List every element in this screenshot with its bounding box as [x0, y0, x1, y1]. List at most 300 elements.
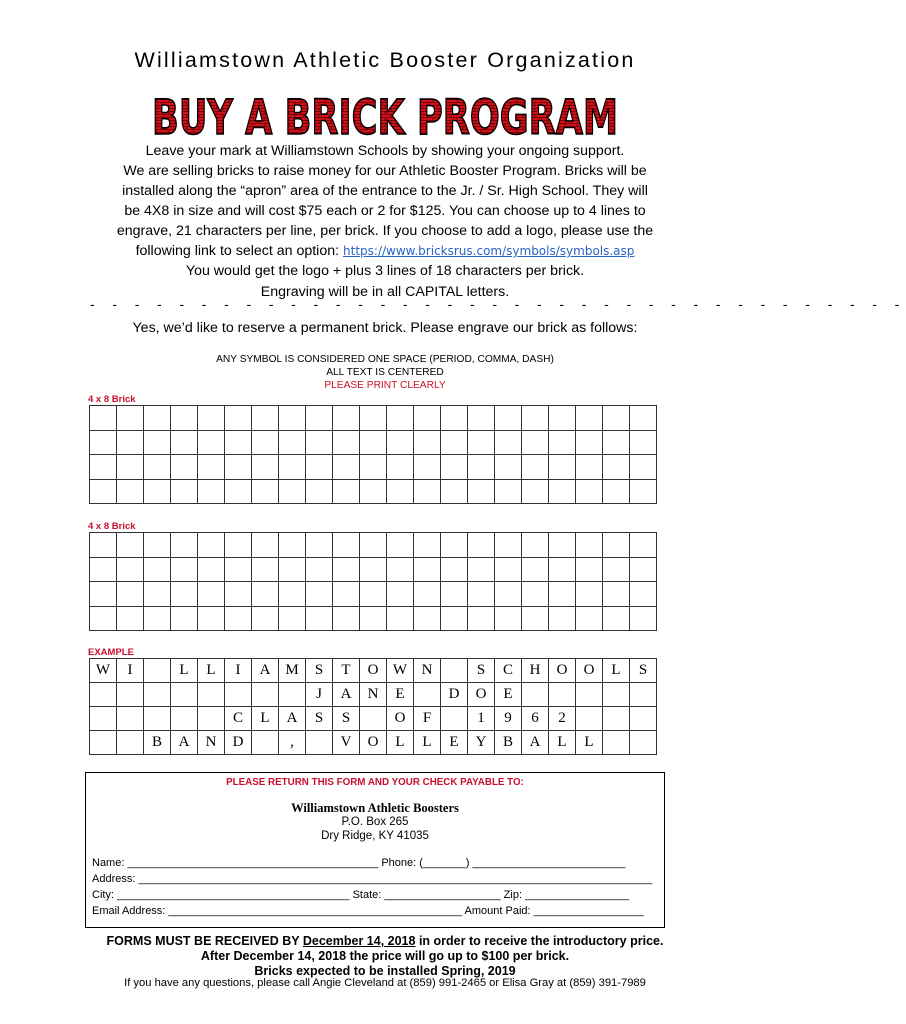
letter-cell[interactable]	[576, 406, 603, 431]
example-cell: L	[171, 659, 198, 683]
letter-cell[interactable]	[522, 479, 549, 504]
example-cell: L	[198, 659, 225, 683]
letter-cell[interactable]	[90, 479, 117, 504]
payee-name: Williamstown Athletic Boosters	[291, 801, 459, 815]
example-cell: B	[144, 731, 171, 755]
grid-row	[90, 606, 657, 631]
letter-cell[interactable]	[360, 455, 387, 480]
letter-cell[interactable]	[468, 582, 495, 607]
letter-cell[interactable]	[630, 430, 657, 455]
letter-cell[interactable]	[225, 582, 252, 607]
org-title: Williamstown Athletic Booster Organization	[134, 48, 636, 72]
example-cell	[252, 731, 279, 755]
example-cell: ,	[279, 731, 306, 755]
letter-cell[interactable]	[117, 606, 144, 631]
intro-line-7: You would get the logo + plus 3 lines of 18 characters per brick.	[185, 263, 585, 279]
example-cell: L	[252, 707, 279, 731]
letter-cell[interactable]	[360, 582, 387, 607]
letter-cell[interactable]	[387, 582, 414, 607]
centered-note: ALL TEXT IS CENTERED	[326, 367, 444, 378]
example-cell	[630, 683, 657, 707]
example-cell	[90, 683, 117, 707]
letter-cell[interactable]	[522, 582, 549, 607]
letter-cell[interactable]	[441, 479, 468, 504]
example-cell: O	[387, 707, 414, 731]
letter-cell[interactable]	[144, 479, 171, 504]
letter-cell[interactable]	[144, 557, 171, 582]
example-cell: O	[468, 683, 495, 707]
example-cell: S	[630, 659, 657, 683]
letter-cell[interactable]	[549, 406, 576, 431]
letter-cell[interactable]	[279, 430, 306, 455]
example-cell	[144, 659, 171, 683]
example-cell: 2	[549, 707, 576, 731]
letter-cell[interactable]	[171, 455, 198, 480]
example-cell: N	[198, 731, 225, 755]
letter-cell[interactable]	[630, 557, 657, 582]
example-label: EXAMPLE	[88, 647, 134, 658]
example-cell: 9	[495, 707, 522, 731]
example-cell: A	[171, 731, 198, 755]
example-cell: 6	[522, 707, 549, 731]
letter-cell[interactable]	[225, 557, 252, 582]
example-cell: L	[603, 659, 630, 683]
deadline-date: December 14, 2018	[302, 934, 416, 948]
letter-cell[interactable]	[414, 479, 441, 504]
example-row	[90, 659, 657, 683]
letter-cell[interactable]	[495, 533, 522, 558]
grid-row	[90, 430, 657, 455]
letter-cell[interactable]	[522, 606, 549, 631]
letter-cell[interactable]	[576, 533, 603, 558]
letter-cell[interactable]	[252, 406, 279, 431]
example-cell: E	[441, 731, 468, 755]
brick2-grid[interactable]	[89, 532, 657, 631]
letter-cell[interactable]	[387, 606, 414, 631]
letter-cell[interactable]	[414, 533, 441, 558]
grid-row	[90, 557, 657, 582]
letter-cell[interactable]	[171, 533, 198, 558]
letter-cell[interactable]	[225, 533, 252, 558]
letter-cell[interactable]	[90, 430, 117, 455]
letter-cell[interactable]	[468, 455, 495, 480]
letter-cell[interactable]	[522, 533, 549, 558]
example-cell	[603, 707, 630, 731]
letter-cell[interactable]	[495, 582, 522, 607]
letter-cell[interactable]	[360, 557, 387, 582]
example-cell	[144, 683, 171, 707]
letter-cell[interactable]	[603, 406, 630, 431]
letter-cell[interactable]	[144, 430, 171, 455]
example-cell: S	[306, 707, 333, 731]
letter-cell[interactable]	[468, 533, 495, 558]
letter-cell[interactable]	[522, 430, 549, 455]
engraving-note: Engraving will be in all CAPITAL letters.	[260, 284, 510, 300]
letter-cell[interactable]	[522, 557, 549, 582]
example-cell: 1	[468, 707, 495, 731]
example-cell	[306, 731, 333, 755]
example-cell: A	[333, 683, 360, 707]
letter-cell[interactable]	[306, 606, 333, 631]
letter-cell[interactable]	[387, 455, 414, 480]
letter-cell[interactable]	[117, 479, 144, 504]
example-cell: N	[360, 683, 387, 707]
install-note: Bricks expected to be installed Spring, 2019	[254, 964, 516, 978]
intro-line-6	[0, 241, 770, 261]
example-cell: I	[117, 659, 144, 683]
letter-cell[interactable]	[414, 455, 441, 480]
letter-cell[interactable]	[306, 455, 333, 480]
email-amount-line[interactable]: Email Address: ________________________________________________ Amount Paid: __________________	[92, 905, 644, 917]
example-cell: M	[279, 659, 306, 683]
intro-line-2: We are selling bricks to raise money for our Athletic Booster Program. Bricks will be	[123, 163, 647, 179]
letter-cell[interactable]	[414, 582, 441, 607]
letter-cell[interactable]	[630, 479, 657, 504]
brick2-label: 4 x 8 Brick	[88, 521, 136, 532]
letter-cell[interactable]	[549, 582, 576, 607]
example-cell: S	[468, 659, 495, 683]
example-cell	[522, 683, 549, 707]
letter-cell[interactable]	[144, 406, 171, 431]
letter-cell[interactable]	[549, 479, 576, 504]
symbols-link[interactable]: https://www.bricksrus.com/symbols/symbols.asp	[343, 244, 635, 258]
letter-cell[interactable]	[333, 455, 360, 480]
example-cell: A	[522, 731, 549, 755]
letter-cell[interactable]	[252, 455, 279, 480]
brick1-grid[interactable]	[89, 405, 657, 504]
letter-cell[interactable]	[279, 479, 306, 504]
letter-cell[interactable]	[495, 430, 522, 455]
city-state-zip-line[interactable]: City: ______________________________________ State: ___________________ Zip: _________________	[92, 889, 630, 901]
letter-cell[interactable]	[576, 479, 603, 504]
return-heading: PLEASE RETURN THIS FORM AND YOUR CHECK PAYABLE TO:	[226, 777, 524, 788]
letter-cell[interactable]	[630, 406, 657, 431]
letter-cell[interactable]	[576, 455, 603, 480]
after-deadline-line: After December 14, 2018 the price will go up to $100 per brick.	[200, 949, 570, 963]
letter-cell[interactable]	[144, 533, 171, 558]
letter-cell[interactable]	[198, 455, 225, 480]
letter-cell[interactable]	[279, 557, 306, 582]
example-cell: D	[225, 731, 252, 755]
letter-cell[interactable]	[603, 533, 630, 558]
letter-cell[interactable]	[252, 606, 279, 631]
letter-cell[interactable]	[603, 606, 630, 631]
letter-cell[interactable]	[603, 582, 630, 607]
example-cell: W	[387, 659, 414, 683]
letter-cell[interactable]	[198, 533, 225, 558]
program-title-text: BUY A BRICK PROGRAM	[152, 90, 618, 146]
letter-cell[interactable]	[333, 479, 360, 504]
example-cell	[603, 731, 630, 755]
letter-cell[interactable]	[360, 606, 387, 631]
letter-cell[interactable]	[441, 557, 468, 582]
letter-cell[interactable]	[171, 406, 198, 431]
letter-cell[interactable]	[549, 557, 576, 582]
example-cell	[279, 683, 306, 707]
letter-cell[interactable]	[171, 557, 198, 582]
example-cell: O	[576, 659, 603, 683]
letter-cell[interactable]	[387, 479, 414, 504]
letter-cell[interactable]	[468, 406, 495, 431]
letter-cell[interactable]	[117, 557, 144, 582]
letter-cell[interactable]	[387, 533, 414, 558]
deadline-suffix: in order to receive the introductory price.	[415, 934, 664, 948]
letter-cell[interactable]	[225, 430, 252, 455]
example-cell	[225, 683, 252, 707]
deadline-line	[0, 933, 770, 949]
separator-line: - - - - - - - - - - - - - - - - - - - - - - - - - - - - - - - - - - - - -	[90, 296, 906, 312]
intro-line-6-prefix: following link to select an option:	[135, 243, 340, 259]
letter-cell[interactable]	[171, 606, 198, 631]
example-cell: C	[225, 707, 252, 731]
program-title-graphic	[148, 90, 622, 146]
example-cell: O	[549, 659, 576, 683]
letter-cell[interactable]	[360, 430, 387, 455]
letter-cell[interactable]	[198, 582, 225, 607]
letter-cell[interactable]	[171, 430, 198, 455]
example-cell	[576, 707, 603, 731]
example-cell	[549, 683, 576, 707]
letter-cell[interactable]	[441, 430, 468, 455]
example-cell: D	[441, 683, 468, 707]
intro-line-5: engrave, 21 characters per line, per brick. If you choose to add a logo, please use the	[116, 223, 654, 239]
example-grid	[89, 658, 657, 755]
example-cell	[630, 707, 657, 731]
letter-cell[interactable]	[441, 582, 468, 607]
example-cell: L	[549, 731, 576, 755]
letter-cell[interactable]	[495, 479, 522, 504]
letter-cell[interactable]	[279, 582, 306, 607]
letter-cell[interactable]	[549, 533, 576, 558]
example-cell	[360, 707, 387, 731]
letter-cell[interactable]	[603, 455, 630, 480]
reserve-line: Yes, we’d like to reserve a permanent brick. Please engrave our brick as follows:	[132, 320, 638, 336]
letter-cell[interactable]	[468, 479, 495, 504]
example-cell	[90, 731, 117, 755]
letter-cell[interactable]	[414, 430, 441, 455]
example-cell	[414, 683, 441, 707]
letter-cell[interactable]	[441, 533, 468, 558]
letter-cell[interactable]	[171, 582, 198, 607]
payee-address-1: P.O. Box 265	[341, 816, 409, 828]
letter-cell[interactable]	[576, 582, 603, 607]
example-cell: E	[387, 683, 414, 707]
letter-cell[interactable]	[630, 533, 657, 558]
example-cell: J	[306, 683, 333, 707]
letter-cell[interactable]	[414, 557, 441, 582]
letter-cell[interactable]	[576, 606, 603, 631]
letter-cell[interactable]	[90, 606, 117, 631]
letter-cell[interactable]	[198, 479, 225, 504]
letter-cell[interactable]	[306, 582, 333, 607]
example-cell: O	[360, 731, 387, 755]
letter-cell[interactable]	[333, 406, 360, 431]
letter-cell[interactable]	[630, 606, 657, 631]
letter-cell[interactable]	[522, 455, 549, 480]
letter-cell[interactable]	[252, 430, 279, 455]
letter-cell[interactable]	[225, 406, 252, 431]
letter-cell[interactable]	[279, 455, 306, 480]
example-cell: L	[387, 731, 414, 755]
letter-cell[interactable]	[198, 557, 225, 582]
example-cell	[441, 707, 468, 731]
letter-cell[interactable]	[90, 406, 117, 431]
letter-cell[interactable]	[144, 582, 171, 607]
intro-paragraph	[0, 141, 770, 281]
letter-cell[interactable]	[441, 406, 468, 431]
letter-cell[interactable]	[603, 557, 630, 582]
letter-cell[interactable]	[468, 430, 495, 455]
letter-cell[interactable]	[90, 582, 117, 607]
letter-cell[interactable]	[117, 533, 144, 558]
example-cell	[603, 683, 630, 707]
letter-cell[interactable]	[90, 533, 117, 558]
letter-cell[interactable]	[630, 455, 657, 480]
letter-cell[interactable]	[306, 557, 333, 582]
example-cell: S	[306, 659, 333, 683]
letter-cell[interactable]	[198, 430, 225, 455]
letter-cell[interactable]	[279, 533, 306, 558]
letter-cell[interactable]	[468, 557, 495, 582]
letter-cell[interactable]	[333, 606, 360, 631]
letter-cell[interactable]	[117, 430, 144, 455]
letter-cell[interactable]	[333, 533, 360, 558]
letter-cell[interactable]	[360, 533, 387, 558]
example-cell: Y	[468, 731, 495, 755]
program-title	[148, 90, 622, 146]
letter-cell[interactable]	[117, 406, 144, 431]
example-cell: B	[495, 731, 522, 755]
example-cell	[198, 683, 225, 707]
letter-cell[interactable]	[495, 557, 522, 582]
example-row	[90, 707, 657, 731]
letter-cell[interactable]	[90, 557, 117, 582]
letter-cell[interactable]	[549, 430, 576, 455]
letter-cell[interactable]	[225, 455, 252, 480]
example-cell	[171, 707, 198, 731]
letter-cell[interactable]	[576, 430, 603, 455]
example-cell	[117, 683, 144, 707]
letter-cell[interactable]	[576, 557, 603, 582]
example-cell: A	[252, 659, 279, 683]
example-cell	[576, 683, 603, 707]
deadline-prefix: FORMS MUST BE RECEIVED BY	[106, 934, 303, 948]
example-cell: W	[90, 659, 117, 683]
grid-row	[90, 533, 657, 558]
letter-cell[interactable]	[549, 606, 576, 631]
letter-cell[interactable]	[144, 455, 171, 480]
grid-row	[90, 406, 657, 431]
letter-cell[interactable]	[468, 606, 495, 631]
example-cell: A	[279, 707, 306, 731]
letter-cell[interactable]	[603, 430, 630, 455]
example-cell	[441, 659, 468, 683]
grid-row	[90, 479, 657, 504]
name-phone-line[interactable]: Name: _________________________________________ Phone: (_______) _________________________	[92, 857, 626, 869]
example-cell	[117, 731, 144, 755]
intro-line-3: installed along the “apron” area of the entrance to the Jr. / Sr. High School. They will	[122, 183, 648, 199]
letter-cell[interactable]	[630, 582, 657, 607]
address-line[interactable]: Address: ____________________________________________________________________________________	[92, 873, 653, 885]
letter-cell[interactable]	[306, 406, 333, 431]
example-row	[90, 731, 657, 755]
example-cell: S	[333, 707, 360, 731]
letter-cell[interactable]	[333, 557, 360, 582]
letter-cell[interactable]	[90, 455, 117, 480]
intro-line-1: Leave your mark at Williamstown Schools by showing your ongoing support.	[145, 143, 625, 159]
letter-cell[interactable]	[144, 606, 171, 631]
grid-row	[90, 582, 657, 607]
example-cell: V	[333, 731, 360, 755]
letter-cell[interactable]	[522, 406, 549, 431]
contact-line: If you have any questions, please call Angie Cleveland at (859) 991-2465 or Elisa Gray at (859) 391-7989	[124, 977, 646, 989]
letter-cell[interactable]	[198, 606, 225, 631]
letter-cell[interactable]	[306, 479, 333, 504]
letter-cell[interactable]	[414, 406, 441, 431]
letter-cell[interactable]	[387, 406, 414, 431]
example-cell	[117, 707, 144, 731]
example-cell: C	[495, 659, 522, 683]
example-cell	[252, 683, 279, 707]
example-cell: L	[414, 731, 441, 755]
example-row	[90, 683, 657, 707]
example-cell: F	[414, 707, 441, 731]
letter-cell[interactable]	[252, 557, 279, 582]
example-cell: I	[225, 659, 252, 683]
letter-cell[interactable]	[306, 430, 333, 455]
letter-cell[interactable]	[549, 455, 576, 480]
letter-cell[interactable]	[603, 479, 630, 504]
letter-cell[interactable]	[171, 479, 198, 504]
symbol-note: ANY SYMBOL IS CONSIDERED ONE SPACE (PERIOD, COMMA, DASH)	[216, 354, 554, 365]
letter-cell[interactable]	[117, 582, 144, 607]
letter-cell[interactable]	[225, 479, 252, 504]
example-cell: N	[414, 659, 441, 683]
letter-cell[interactable]	[495, 406, 522, 431]
letter-cell[interactable]	[333, 582, 360, 607]
letter-cell[interactable]	[387, 430, 414, 455]
letter-cell[interactable]	[495, 455, 522, 480]
example-cell	[630, 731, 657, 755]
letter-cell[interactable]	[252, 533, 279, 558]
letter-cell[interactable]	[441, 455, 468, 480]
letter-cell[interactable]	[360, 479, 387, 504]
grid-row	[90, 455, 657, 480]
example-cell: O	[360, 659, 387, 683]
letter-cell[interactable]	[198, 406, 225, 431]
intro-line-4: be 4X8 in size and will cost $75 each or 2 for $125. You can choose up to 4 lines to	[124, 203, 646, 219]
payee-address-2: Dry Ridge, KY 41035	[321, 830, 429, 842]
example-cell	[90, 707, 117, 731]
letter-cell[interactable]	[117, 455, 144, 480]
letter-cell[interactable]	[252, 479, 279, 504]
letter-cell[interactable]	[225, 606, 252, 631]
letter-cell[interactable]	[495, 606, 522, 631]
letter-cell[interactable]	[441, 606, 468, 631]
letter-cell[interactable]	[360, 406, 387, 431]
letter-cell[interactable]	[333, 430, 360, 455]
letter-cell[interactable]	[252, 582, 279, 607]
letter-cell[interactable]	[414, 606, 441, 631]
letter-cell[interactable]	[279, 406, 306, 431]
letter-cell[interactable]	[387, 557, 414, 582]
example-cell: E	[495, 683, 522, 707]
letter-cell[interactable]	[279, 606, 306, 631]
example-cell: T	[333, 659, 360, 683]
brick1-label: 4 x 8 Brick	[88, 394, 136, 405]
letter-cell[interactable]	[306, 533, 333, 558]
example-cell: H	[522, 659, 549, 683]
